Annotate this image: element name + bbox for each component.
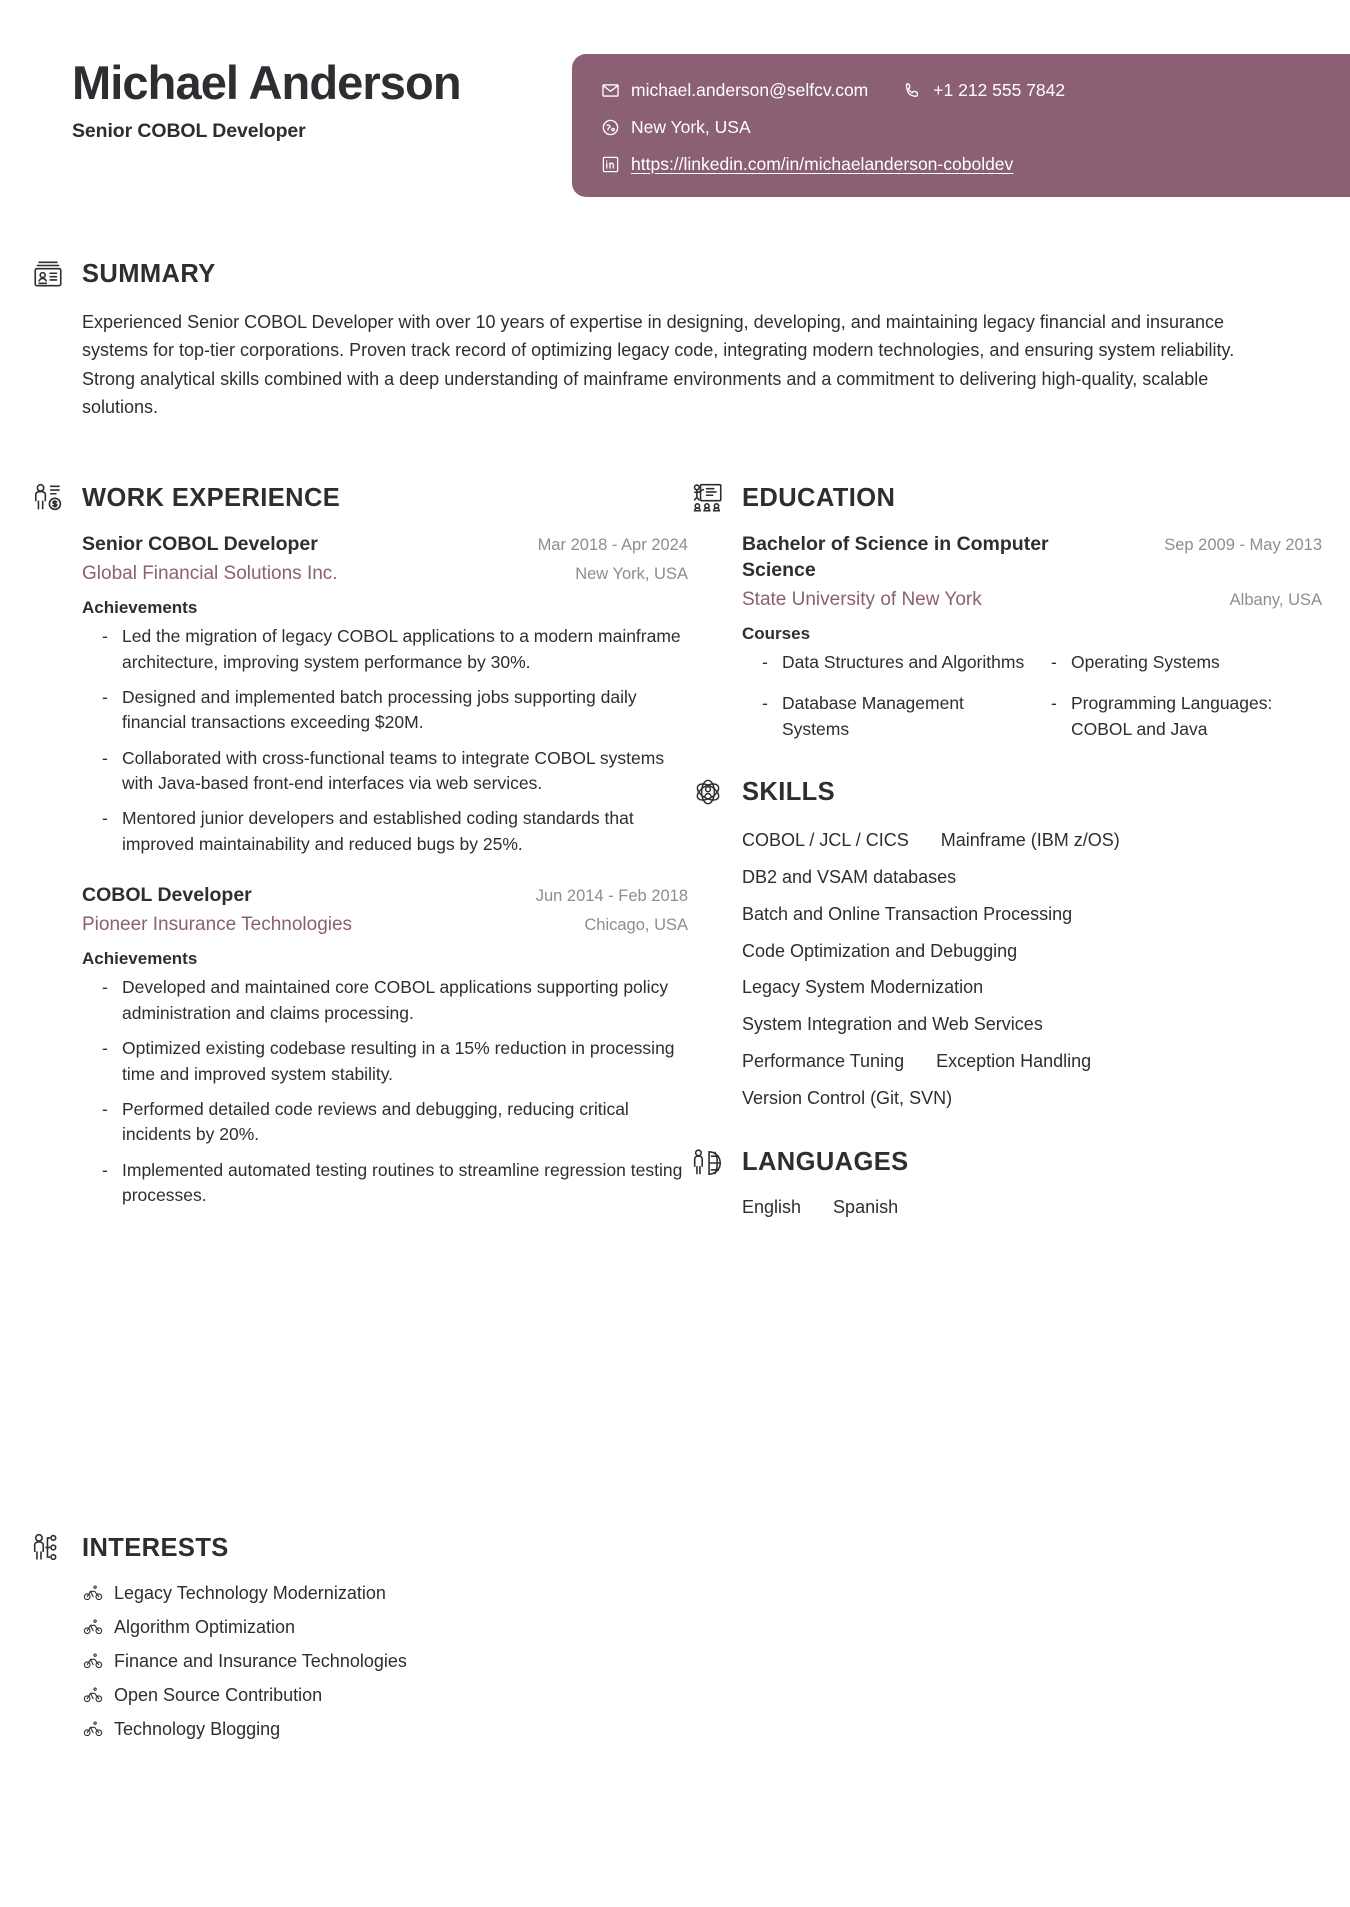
left-column — [28, 478, 688, 1238]
skill-item: Mainframe (IBM z/OS) — [940, 830, 1120, 851]
education-degree: Bachelor of Science in Computer Science — [742, 533, 1049, 581]
languages-list — [742, 1197, 1322, 1218]
languages-section — [688, 1143, 1322, 1218]
skill-item: Code Optimization and Debugging — [742, 940, 1018, 961]
list-item: - Designed and implemented batch processing jobs supporting daily financial transactions exceeding $20M. — [98, 685, 688, 736]
contact-email-text: michael.anderson@selfcv.com — [631, 80, 869, 100]
work-organization: Global Financial Solutions Inc. — [82, 562, 338, 584]
summary-title: SUMMARY — [82, 259, 216, 288]
contact-phone-text: +1 212 555 7842 — [933, 80, 1066, 100]
interests-header — [28, 1528, 688, 1568]
work-entry-line-role — [82, 883, 688, 909]
education-entry-line-degree — [742, 532, 1322, 584]
contact-email[interactable] — [600, 80, 868, 101]
education-institution: State University of New York — [742, 588, 982, 610]
contact-location-text: New York, USA — [631, 117, 751, 137]
interest-label: Algorithm Optimization — [114, 1616, 296, 1637]
person-globe-icon — [688, 1143, 728, 1183]
interest-item — [82, 1616, 688, 1638]
achievements-list — [98, 975, 688, 1208]
list-item: - Programming Languages: COBOL and Java — [1047, 691, 1322, 742]
skill-item: COBOL / JCL / CICS — [742, 830, 909, 851]
education-location: Albany, USA — [1229, 590, 1322, 609]
education-header — [688, 478, 1322, 518]
work-location: Chicago, USA — [584, 916, 688, 935]
courses-grid — [758, 650, 1322, 742]
work-organization: Pioneer Insurance Technologies — [82, 914, 353, 936]
contact-location — [600, 117, 751, 138]
interest-label: Finance and Insurance Technologies — [114, 1650, 407, 1671]
language-item: Spanish — [833, 1196, 899, 1217]
classroom-icon — [688, 478, 728, 518]
work-location: New York, USA — [575, 564, 688, 583]
person-salary-icon — [28, 478, 68, 518]
education-title: EDUCATION — [742, 483, 896, 512]
list-item: - Data Structures and Algorithms — [758, 650, 1033, 675]
work-dates: Mar 2018 - Apr 2024 — [537, 536, 688, 554]
courses-label: Courses — [742, 624, 811, 644]
languages-body — [742, 1197, 1322, 1218]
skill-item: Exception Handling — [936, 1051, 1092, 1072]
list-item: - Implemented automated testing routines to streamline regression testing processes. — [98, 1158, 688, 1209]
education-dates: Sep 2009 - May 2013 — [1164, 536, 1322, 554]
skills-header — [688, 772, 1322, 812]
summary-header — [28, 254, 1308, 294]
list-item: - Developed and maintained core COBOL applications supporting policy administration and claims processing. — [98, 975, 688, 1026]
interest-item — [82, 1582, 688, 1604]
contact-linkedin[interactable] — [600, 154, 1013, 175]
list-item: - Collaborated with cross-functional teams to integrate COBOL systems with Java-based front-end interfaces via web services. — [98, 746, 688, 797]
skills-title: SKILLS — [742, 777, 836, 806]
atom-person-icon — [688, 772, 728, 812]
list-item: - Operating Systems — [1047, 650, 1322, 675]
achievements-list — [98, 624, 688, 857]
name-block — [72, 58, 461, 143]
skill-item: Legacy System Modernization — [742, 977, 984, 998]
bicycle-icon — [82, 1684, 104, 1706]
work-entry-line-org — [82, 912, 688, 937]
interest-item — [82, 1684, 688, 1706]
interest-item — [82, 1718, 688, 1740]
contact-phone[interactable] — [902, 80, 1065, 101]
skill-item: Version Control (Git, SVN) — [742, 1087, 953, 1108]
bicycle-icon — [82, 1718, 104, 1740]
list-item: - Mentored junior developers and established coding standards that improved maintainability and reduced bugs by 25%. — [98, 806, 688, 857]
skill-item: System Integration and Web Services — [742, 1014, 1043, 1035]
education-section — [688, 478, 1322, 742]
person-network-icon — [28, 1528, 68, 1568]
list-item: - Performed detailed code reviews and debugging, reducing critical incidents by 20%. — [98, 1097, 688, 1148]
bicycle-icon — [82, 1582, 104, 1604]
skill-item: Performance Tuning — [742, 1051, 905, 1072]
globe-icon — [600, 118, 620, 138]
skills-body — [742, 826, 1322, 1112]
achievements-label: Achievements — [82, 598, 198, 618]
right-column — [688, 478, 1322, 1248]
work-experience-title: WORK EXPERIENCE — [82, 483, 341, 512]
interests-body — [82, 1582, 688, 1740]
interest-item — [82, 1650, 688, 1672]
skill-item: DB2 and VSAM databases — [742, 867, 957, 888]
interest-label: Technology Blogging — [114, 1718, 281, 1739]
summary-text: Experienced Senior COBOL Developer with over 10 years of expertise in designing, developing, and maintaining legacy financial and insurance systems for top-tier corporations. Proven track record of optimizing legacy code, integrating modern technologies, and ensuring system reliability. Strong analytical skills combined with a deep understanding of mainframe environments and a commitment to delivering high-quality, scalable solutions. — [82, 312, 1235, 418]
work-experience-section — [28, 478, 688, 1208]
contact-row-3 — [600, 154, 1322, 175]
work-entry — [82, 532, 688, 857]
work-role: COBOL Developer — [82, 884, 252, 907]
page-title: Michael Anderson — [72, 56, 461, 109]
interests-title: INTERESTS — [82, 1533, 229, 1562]
contact-card — [572, 54, 1350, 197]
work-entry-line-role — [82, 532, 688, 558]
achievements-label: Achievements — [82, 949, 198, 969]
work-role: Senior COBOL Developer — [82, 533, 318, 555]
contact-row-1 — [600, 80, 1322, 101]
work-entry-line-org — [82, 561, 688, 586]
skills-section — [688, 772, 1322, 1112]
list-item: - Optimized existing codebase resulting in a 15% reduction in processing time and improved system stability. — [98, 1036, 688, 1087]
skills-list — [742, 826, 1172, 1112]
list-item: - Database Management Systems — [758, 691, 1033, 742]
envelope-icon — [600, 81, 620, 101]
work-experience-header — [28, 478, 688, 518]
skill-item: Batch and Online Transaction Processing — [742, 903, 1073, 924]
job-title: Senior COBOL Developer — [72, 119, 306, 142]
work-experience-body — [82, 532, 688, 1208]
resume-header — [0, 0, 1350, 232]
languages-title: LANGUAGES — [742, 1148, 909, 1177]
interest-label: Open Source Contribution — [114, 1684, 323, 1705]
interests-section — [28, 1528, 688, 1740]
education-body — [742, 532, 1322, 742]
list-item: - Led the migration of legacy COBOL applications to a modern mainframe architecture, improving system performance by 30%. — [98, 624, 688, 675]
work-dates: Jun 2014 - Feb 2018 — [535, 887, 688, 906]
contact-row-2 — [600, 117, 1322, 138]
education-entry — [742, 532, 1322, 742]
work-entry — [82, 883, 688, 1208]
interest-label: Legacy Technology Modernization — [114, 1582, 386, 1603]
main-columns — [28, 478, 1322, 1248]
linkedin-icon — [600, 155, 620, 175]
bicycle-icon — [82, 1616, 104, 1638]
contact-linkedin-text: https://linkedin.com/in/michaelanderson-coboldev — [631, 154, 1014, 174]
phone-icon — [902, 81, 922, 101]
language-item: English — [742, 1196, 802, 1217]
education-entry-line-institution — [742, 587, 1322, 612]
summary-section — [28, 254, 1308, 422]
bicycle-icon — [82, 1650, 104, 1672]
languages-header — [688, 1143, 1322, 1183]
id-card-icon — [28, 254, 68, 294]
